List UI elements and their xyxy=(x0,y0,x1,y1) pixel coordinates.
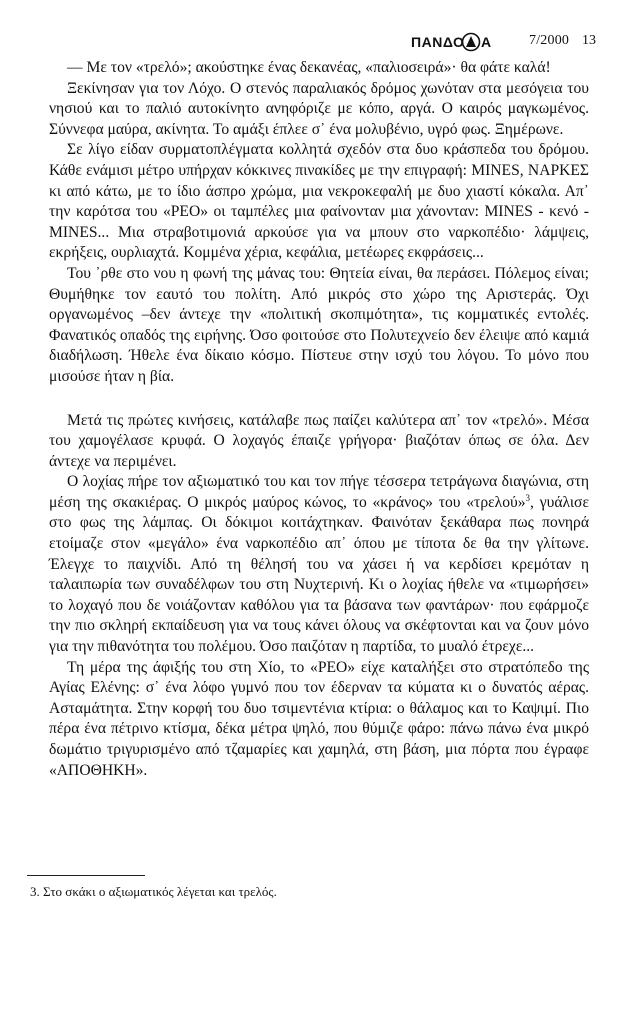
paragraph-text: Ο λοχίας πήρε τον αξιωματικό του και τον πήγε τέσσερα τετράγωνα διαγώνια, στη μέση της σκακιέρας. Ο μικρός μαύρος κώνος, το «κράνος» του «τρελού» xyxy=(49,473,589,511)
paragraph: Του ᾽ρθε στο νου η φωνή της μάνας του: Θητεία είναι, θα περάσει. Πόλεμος είναι; Θυμήθηκε τον εαυτό του πολίτη. Από μικρός στο χώρο της Αριστεράς. Όχι οργανωμένος –δεν άντεχε την «πολιτική σκοπιμότητα», τις κομματικές εντολές. Φανατικός οπαδός της ειρήνης. Όσο φοιτούσε στο Πολυτεχνείο δεν έλειψε από καμιά διαδήλωση. Ήθελε ένα δίκαιο κόσμο. Πίστευε στην ισχύ του λόγου. Το μόνο που μισούσε ήταν η βία. xyxy=(49,264,589,385)
paragraph: Ο λοχίας πήρε τον αξιωματικό του και τον πήγε τέσσερα τετράγωνα διαγώνια, στη μέση της σκακιέρας. Ο μικρός μαύρος κώνος, το «κράνος» του «τρελού»$^3$, γυάλισε στο φως της λάμπας. Οι δόκιμοι κοιτάχτηκαν. Φαινόταν ξεκάθαρα πως πονηρά ετοίμαζε στον «μεγάλο» ένα ναρκοπέδιο απ᾽ όπου με τίποτα δε θα την γλίτωνε. Έλεγχε το παιχνίδι. Από τη θέλησή του να χάσει ή να κερδίσει κρεμόταν η ταλαιπωρία των συναδέλφων του στη Νυχτερινή. Κι ο λοχίας ήθελε να «τιμωρήσει» το λοχαγό που δε νοιάζονταν καθόλου για τα βάσανα των φαντάρων· που εφάρμοζε την πιο σκληρή εκπαίδευση για να τους κάνει όλους να σκέφτονται και να ζουν μόνο για την πιθανότητα του πολέμου. Όσο παιζόταν η παρτίδα, το μυαλό έτρεχε... xyxy=(49,473,590,656)
footnote-reference: 3 xyxy=(525,492,531,503)
paragraph: Σε λίγο είδαν συρματοπλέγματα κολλητά σχεδόν στα δυο κράσπεδα του δρόμου. Κάθε ενάμισι μέτρο υπήρχαν κόκκινες πινακίδες με την επιγραφή: MINES, ΝΑΡΚΕΣ κι από κάτω, με το ίδιο άσπρο χρώμα, μια νεκροκεφαλή με δυο χιαστί κόκαλα. Απ᾽ την καρότσα του «PEO» οι ταμπέλες μια φαίνονταν μια χάνονταν: MINES - κενό - MINES... Μια στραβοτιμονιά αρκούσε για να μπουν στο ναρκοπέδιο· λάμψεις, εκρήξεις, ουρλιαχτά. Κομμένα χέρια, κεφάλια, μετέωρες εκφράσεις... xyxy=(49,141,589,262)
paragraph: Ξεκίνησαν για τον Λόχο. Ο στενός παραλιακός δρόμος χωνόταν στα μεσόγεια του νησιού και το παλιό αυτοκίνητο ανηφόριζε με κόπο, αργά. Ο καιρός μαγκωμένος. Σύννεφα μαύρα, ακίνητα. Το αμάξι έπλεε σ᾽ ένα μολυβένιο, υγρό φως. Ξημέρωνε. xyxy=(49,79,589,138)
issue-number: 7/2000 xyxy=(529,33,570,48)
svg-text:A: A xyxy=(481,34,492,50)
paragraph: — Με τον «τρελό»; ακούστηκε ένας δεκανέας, «παλιοσειρά»· θα φάτε καλά! xyxy=(67,59,551,76)
article-body xyxy=(49,58,589,781)
pandora-logo xyxy=(411,32,521,52)
footnote: 3. Στο σκάκι ο αξιωματικός λέγεται και τρελός. xyxy=(30,884,277,899)
footnote-divider xyxy=(27,875,145,876)
paragraph-text: γυάλισε στο φως της λάμπας. Οι δόκιμοι κοιτάχτηκαν. Φαινόταν ξεκάθαρα πως πονηρά ετοίμαζε στον «μεγάλο» ένα ναρκοπέδιο απ᾽ όπου με τίποτα δε θα την γλίτωνε. Έλεγχε το παιχνίδι. Από τη θέλησή του να χάσει ή να κερδίσει κρεμόταν η ταλαιπωρία των συναδέλφων του στη Νυχτερινή. Κι ο λοχίας ήθελε να «τιμωρήσει» το λοχαγό που δε νοιάζονταν καθόλου για τα βάσανα των φαντάρων· που εφάρμοζε την πιο σκληρή εκπαίδευση για να τους κάνει όλους να σκέφτονται και να ζουν μόνο για την πιθανότητα του πολέμου. Όσο παιζόταν η παρτίδα, το μυαλό έτρεχε... xyxy=(49,493,590,656)
paragraph: Τη μέρα της άφιξής του στη Χίο, το «PEO» είχε καταλήξει στο στρατόπεδο της Αγίας Ελένης: σ᾽ ένα λόφο γυμνό που τον έδερναν τα κύματα κι ο δυνατός αέρας. Ασταμάτητα. Στην κορφή του δυο τσιμεντένια κτίρια: ο θάλαμος και το Καψιμί. Πιο πέρα ένα πέτρινο κτίσμα, δέκα μέτρα ψηλό, που θύμιζε φάρο: πάνω πάνω ένα μικρό δωμάτιο τριγυρισμένο από τζαμαρίες και χαμηλά, στη βάση, μια πόρτα που έγραφε «ΑΠΟΘΗΚΗ». xyxy=(49,658,589,779)
svg-text:ΠΑΝΔΟ: ΠΑΝΔΟ xyxy=(411,34,465,50)
running-header xyxy=(0,31,600,53)
paragraph: Μετά τις πρώτες κινήσεις, κατάλαβε πως παίζει καλύτερα απ᾽ τον «τρελό». Μέσα του χαμογέλασε κρυφά. Ο λοχαγός έπαιζε γρήγορα· βιαζόταν όπως σε όλα. Δεν άντεχε να περιμένει. xyxy=(49,411,589,470)
page-number: 13 xyxy=(582,33,596,48)
